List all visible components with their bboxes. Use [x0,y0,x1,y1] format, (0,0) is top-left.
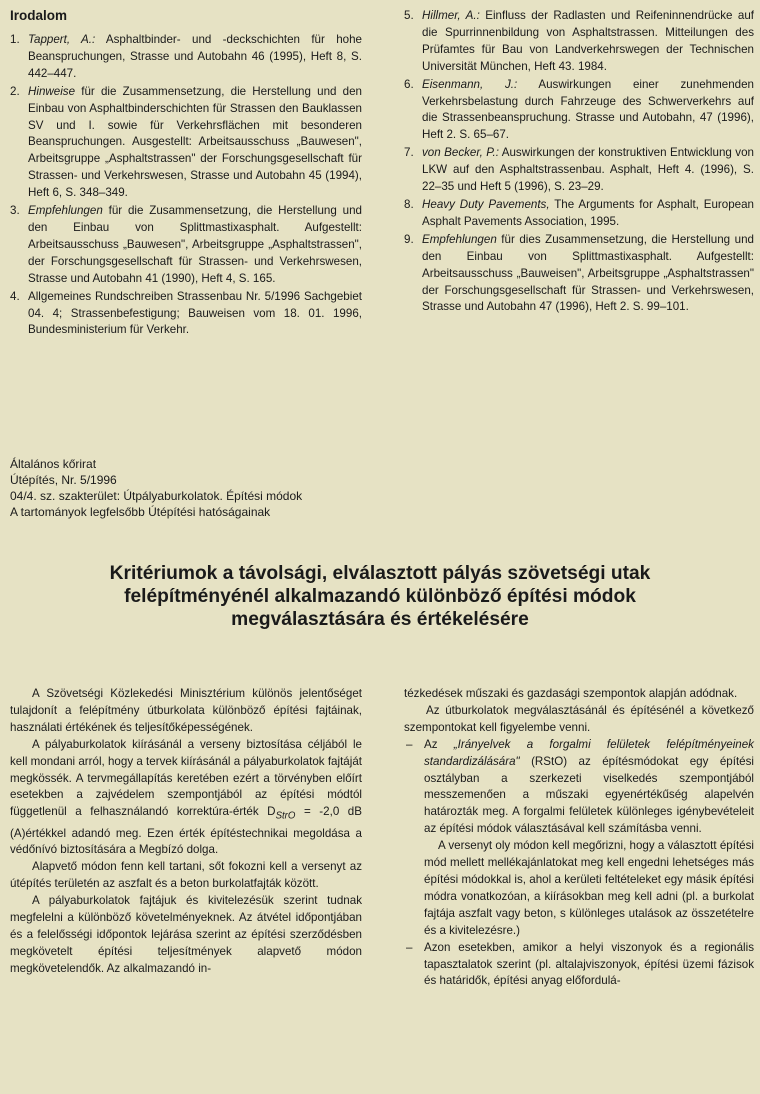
italic-text: „Irányelvek a forgalmi felületek felépítményeinek standardizálására" [424,737,754,768]
reference-text: Allgemeines Rundschreiben Strassenbau Nr. 5/1996 Sachgebiet 04. 4; Strassenbefestigung; Bauweisen vom 18. 01. 1996, Bundesministerium für Verkehr. [28,289,362,337]
title-line: megválasztására és értékelésére [231,609,529,630]
body-column-left [10,686,362,978]
circular-header [10,456,302,520]
body-text: A pályaburkolatok kiírásánál a verseny biztosítása céljából le kell mondani arról, hogy a tervek kiírásánál a pályaburkolatok fajtáját megkössék. A tervmegállapítás keretében ezért a törvényben előírt esetekben a zajvédelem szempontjából az építési módtól függetlenül a felhasználandó korrektúra-érték D [10,737,362,819]
dash-list-item [404,940,754,991]
reference-item [10,84,362,202]
reference-text: Auswirkungen einer zunehmenden Verkehrsbelastung durch Fahrzeuge des Schwerverkehrs auf die Strassenbeanspruchung. Strasse und Autobahn, 47 (1996), Heft 2. S. 65–67. [422,77,754,142]
reference-text: für die Zusammensetzung, die Herstellung und den Einbau von Splittmastixasphalt. Aufgestellt: Arbeitsausschuss „Bauwesen", Arbeitsgruppe „Asphaltstrassen", der Forschungsgesellschaft für Strassen- und Verkehrswesen, Strasse und Autobahn 41 (1990), Heft 4, S. 165. [28,204,362,285]
references-heading: Irodalom [10,8,68,23]
reference-item [10,203,362,288]
body-text: (RStO) az építésmódokat egy építési osztályban a szerkezeti viselkedés szempontjából messzemenően a műszaki egyenértékűség alapelvén határozták meg. A forgalmi felületek különleges igénybevételeit az építési módok választásával kell számításba venni. [424,754,754,836]
reference-item [404,197,754,231]
reference-text: Einfluss der Radlasten und Reifeninnendrücke auf die Spurrinnenbildung von Asphaltstrassen. Mitteilungen des Prüfamtes für Bau von Landverkehrswegen der Technischen Universität München, Heft 43. 1984. [422,9,754,73]
article-title [20,562,740,631]
title-line: felépítményénél alkalmazandó különböző építési módok [124,586,636,607]
reference-number: 2. [10,84,20,98]
body-column-right [404,686,754,990]
reference-number: 6. [404,77,414,91]
reference-author: Heavy Duty Pavements, [422,197,550,211]
subscript-text: StrO [275,810,296,822]
reference-text: Auswirkungen der konstruktiven Entwicklung von LKW auf den Asphaltstrassenbau. Asphalt, Heft 4. (1996), S. 22–35 und Heft 5 (1996), S. 23–29. [422,146,754,194]
dash-marker: – [406,940,413,954]
references-column-left [10,8,362,340]
body-paragraph: A pályaburkolatok fajtájuk és kivitelezésük szerint tudnak megfelelni a különböző követelményeknek. Az átvétel időpontjában és a felelősségi időpontok lejárása szerint az építési szerződésben megkövetelt építési teljesítmények alapvető módon megkövetelendők. Az alkalmazandó in- [10,894,362,975]
body-text: Az [424,737,454,751]
reference-text: für dies Zusammensetzung, die Herstellung und den Einbau von Splittmastixasphalt. Aufgestellt: Arbeitsausschuss „Bauweisen", Arbeitsgruppe „Asphaltstrassen" der Forschungsgesellschaft für Strassen- und Verkehrswesen, Strasse und Autobahn 47 (1996), Heft 2. S. 99–101. [422,232,754,314]
reference-author: Eisenmann, J.: [422,77,518,91]
body-paragraph: A Szövetségi Közlekedési Minisztérium különös jelentőséget tulajdonít a felépítmény útburkolata különböző építési fajtáinak, használati értékének és teljesítőképességének. [10,687,362,734]
reference-item [404,145,754,196]
title-line: Kritériumok a távolsági, elválasztott pályás szövetségi utak [109,563,651,584]
reference-number: 8. [404,197,414,211]
body-paragraph [10,737,362,860]
reference-number: 3. [10,204,20,218]
reference-text: für die Zusammensetzung, die Herstellung und den Einbau von Asphaltbinderschichten für Strassen den Bauklassen SV und I. sowie für Verkehrsflächen mit besonderen Beanspruchungen. Ausgestellt: Arbeitsausschuss „Bauwesen", Arbeitsgruppe „Asphaltstrassen" der Forschungsgesellschaft für Strassen- und Verkehrswesen, Strasse und Autobahn 45 (1994), Heft 6, S. 348–349. [28,84,362,200]
reference-author: Hillmer, A.: [422,9,480,22]
reference-item [10,289,362,340]
body-paragraph: Azon esetekben, amikor a helyi viszonyok és a regionális tapasztalatok szerint (pl. altalajviszonyok, építési üzemi fázisok és határidők, építési anyag előfordulá- [424,940,754,988]
circular-line: 04/4. sz. szakterület: Útpályaburkolatok. Építési módok [10,489,303,503]
reference-author: Hinweise [28,84,76,98]
reference-author: Empfehlungen [28,204,103,218]
references-list-right [404,8,754,316]
body-paragraph: Alapvető módon fenn kell tartani, sőt fokozni kell a versenyt az útépítés területén az aszfalt és a beton burkolatfajták között. [10,860,362,891]
body-text: = -2,0 dB (A)értékkel adandó meg. Ezen érték építéstechnikai megoldása a védőnívó biztosítására a Megbízó dolga. [10,805,362,857]
reference-author: Tappert, A.: [28,33,96,46]
reference-item [10,32,362,83]
reference-author: von Becker, P.: [422,146,499,160]
circular-line: Útépítés, Nr. 5/1996 [10,473,117,487]
reference-item [404,232,754,317]
references-list-left [10,32,362,339]
body-paragraph: tézkedések műszaki és gazdasági szempontok alapján adódnak. [404,687,738,700]
reference-item [404,77,754,145]
body-paragraph: Az útburkolatok megválasztásánál és építésénél a következő szempontokat kell figyelembe venni. [404,703,754,734]
reference-number: 1. [10,33,20,46]
reference-text: The Arguments for Asphalt, European Asphalt Pavements Association, 1995. [422,197,754,228]
reference-text: Asphaltbinder- und -deckschichten für hohe Beanspruchungen, Strasse und Autobahn 46 (1995), Heft 8, S. 442–447. [28,33,362,80]
dash-marker: – [406,737,413,751]
reference-item [404,8,754,76]
reference-author: Empfehlungen [422,232,497,246]
reference-number: 9. [404,232,414,246]
reference-number: 7. [404,146,414,160]
reference-number: 4. [10,289,20,303]
circular-line: A tartományok legfelsőbb Útépítési hatóságainak [10,505,271,519]
body-paragraph: A versenyt oly módon kell megőrizni, hogy a választott építési mód mellett mellékajánlatokat meg kell engedni lehetséges más építési módokkal is, ahol a kerületi feltételeket egy másik építési módra vonatkozóan, a kiírásokban meg kell adni (pl. a burkolat fajtája aszfalt vagy beton, s különleges utalások az összetételre és a kivitelezésre.) [424,839,754,937]
reference-number: 5. [404,9,414,22]
circular-line: Általános kőrirat [10,457,97,471]
references-column-right [404,8,754,317]
dash-list-item [404,737,754,940]
body-paragraph [424,737,754,838]
